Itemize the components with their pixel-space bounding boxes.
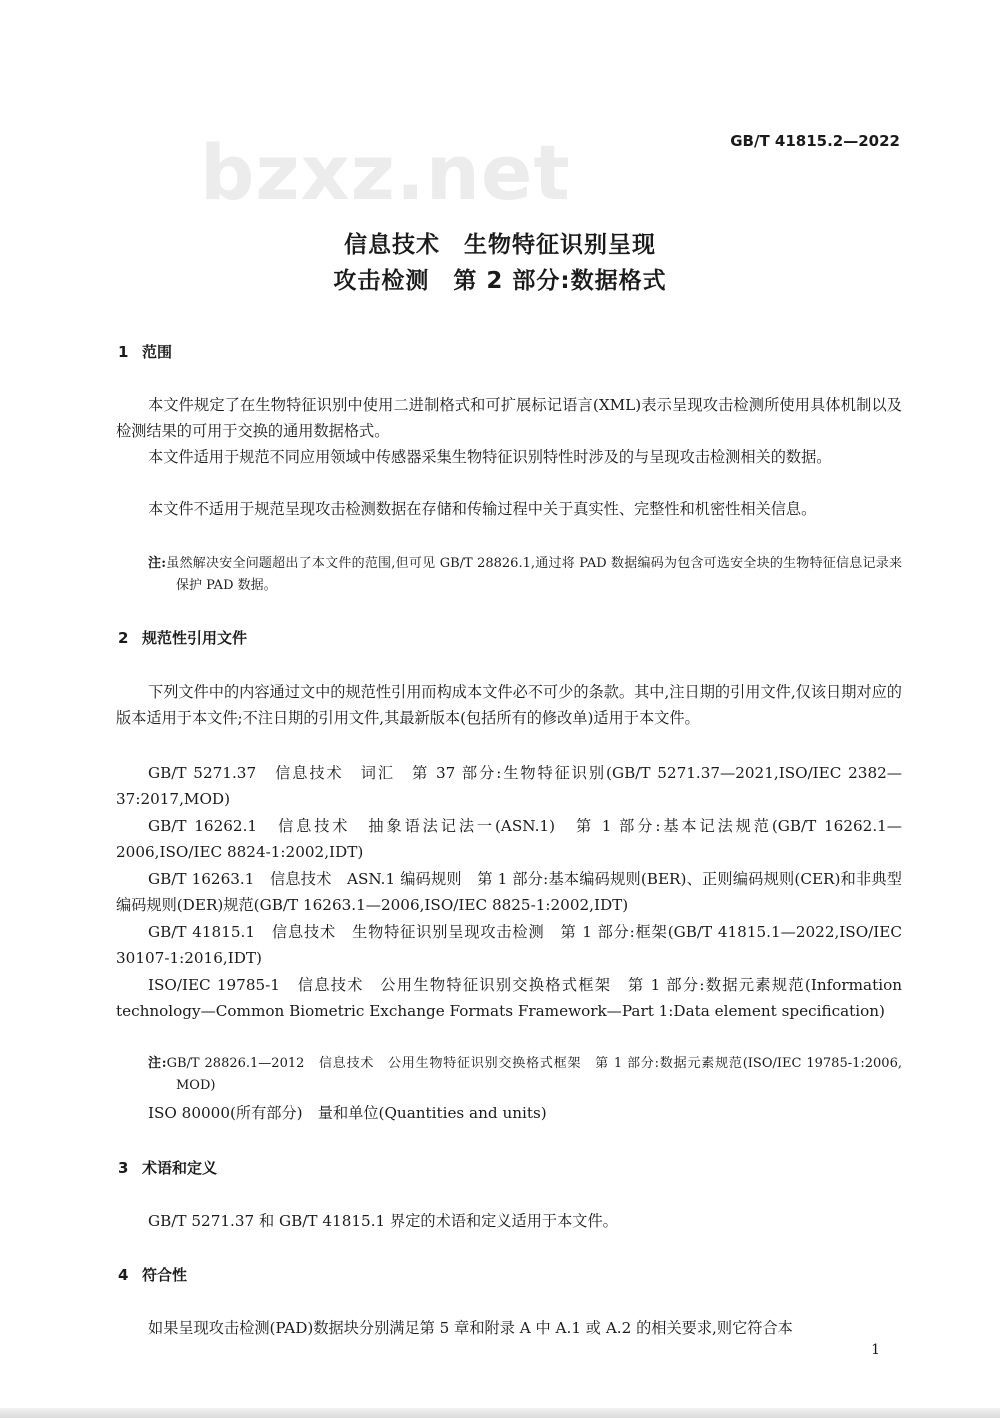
section-title: 规范性引用文件: [142, 629, 248, 647]
section-2-note: [148, 1053, 902, 1097]
section-1-paragraph-2: 本文件适用于规范不同应用领域中传感器采集生物特征识别特性时涉及的与呈现攻击检测相关的数据。: [148, 448, 832, 466]
reference-item: GB/T 41815.1 信息技术 生物特征识别呈现攻击检测 第 1 部分:框架(GB/T 41815.1—2022,ISO/IEC 30107-1:2016,IDT): [116, 923, 902, 967]
reference-item: ISO/IEC 19785-1 信息技术 公用生物特征识别交换格式框架 第 1 部分:数据元素规范(Information technology—Common Biometric Exchange Formats Framework—Part 1:Data element specification): [116, 976, 902, 1020]
page-number: 1: [871, 1342, 880, 1358]
section-number: 4: [118, 1266, 129, 1284]
section-2-heading: [118, 627, 247, 648]
section-title: 符合性: [142, 1266, 188, 1284]
section-3-heading: [118, 1157, 217, 1178]
watermark: bzxz.net: [200, 128, 571, 217]
section-1-paragraph-1: 本文件规定了在生物特征识别中使用二进制格式和可扩展标记语言(XML)表示呈现攻击检测所使用具体机制以及检测结果的可用于交换的通用数据格式。: [116, 396, 902, 440]
section-number: 1: [118, 343, 129, 361]
section-2-intro: 下列文件中的内容通过文中的规范性引用而构成本文件必不可少的条款。其中,注日期的引用文件,仅该日期对应的版本适用于本文件;不注日期的引用文件,其最新版本(包括所有的修改单)适用于本文件。: [116, 683, 902, 727]
section-1-heading: [118, 341, 172, 362]
section-4-paragraph: 如果呈现攻击检测(PAD)数据块分别满足第 5 章和附录 A 中 A.1 或 A.2 的相关要求,则它符合本: [148, 1319, 793, 1337]
reference-item: GB/T 5271.37 信息技术 词汇 第 37 部分:生物特征识别(GB/T 5271.37—2021,ISO/IEC 2382—37:2017,MOD): [116, 764, 902, 808]
section-1-note: [148, 553, 902, 597]
note-label: 注:: [148, 1056, 167, 1071]
page-edge: [0, 1408, 1000, 1418]
document-title-line-2: 攻击检测 第 2 部分:数据格式: [333, 268, 667, 294]
note-text: GB/T 28826.1—2012 信息技术 公用生物特征识别交换格式框架 第 1 部分:数据元素规范(ISO/IEC 19785-1:2006, MOD): [166, 1056, 902, 1093]
note-text: 虽然解决安全问题超出了本文件的范围,但可见 GB/T 28826.1,通过将 PAD 数据编码为包含可选安全块的生物特征信息记录来保护 PAD 数据。: [166, 556, 902, 593]
section-title: 术语和定义: [142, 1159, 218, 1177]
section-title: 范围: [142, 343, 173, 361]
reference-item: GB/T 16263.1 信息技术 ASN.1 编码规则 第 1 部分:基本编码规则(BER)、正则编码规则(CER)和非典型编码规则(DER)规范(GB/T 16263.1—2006,ISO/IEC 8825-1:2002,IDT): [116, 870, 902, 914]
section-4-heading: [118, 1264, 187, 1285]
reference-item: ISO 80000(所有部分) 量和单位(Quantities and units): [148, 1104, 547, 1122]
section-3-paragraph: GB/T 5271.37 和 GB/T 41815.1 界定的术语和定义适用于本文件。: [148, 1212, 618, 1230]
section-number: 3: [118, 1159, 129, 1177]
section-number: 2: [118, 629, 129, 647]
document-title-line-1: 信息技术 生物特征识别呈现: [344, 232, 656, 258]
standard-number: GB/T 41815.2—2022: [730, 132, 900, 150]
note-label: 注:: [148, 556, 167, 571]
section-1-paragraph-3: 本文件不适用于规范呈现攻击检测数据在存储和传输过程中关于真实性、完整性和机密性相关信息。: [148, 500, 817, 518]
reference-item: GB/T 16262.1 信息技术 抽象语法记法一(ASN.1) 第 1 部分:基本记法规范(GB/T 16262.1—2006,ISO/IEC 8824-1:2002,IDT): [116, 817, 902, 861]
